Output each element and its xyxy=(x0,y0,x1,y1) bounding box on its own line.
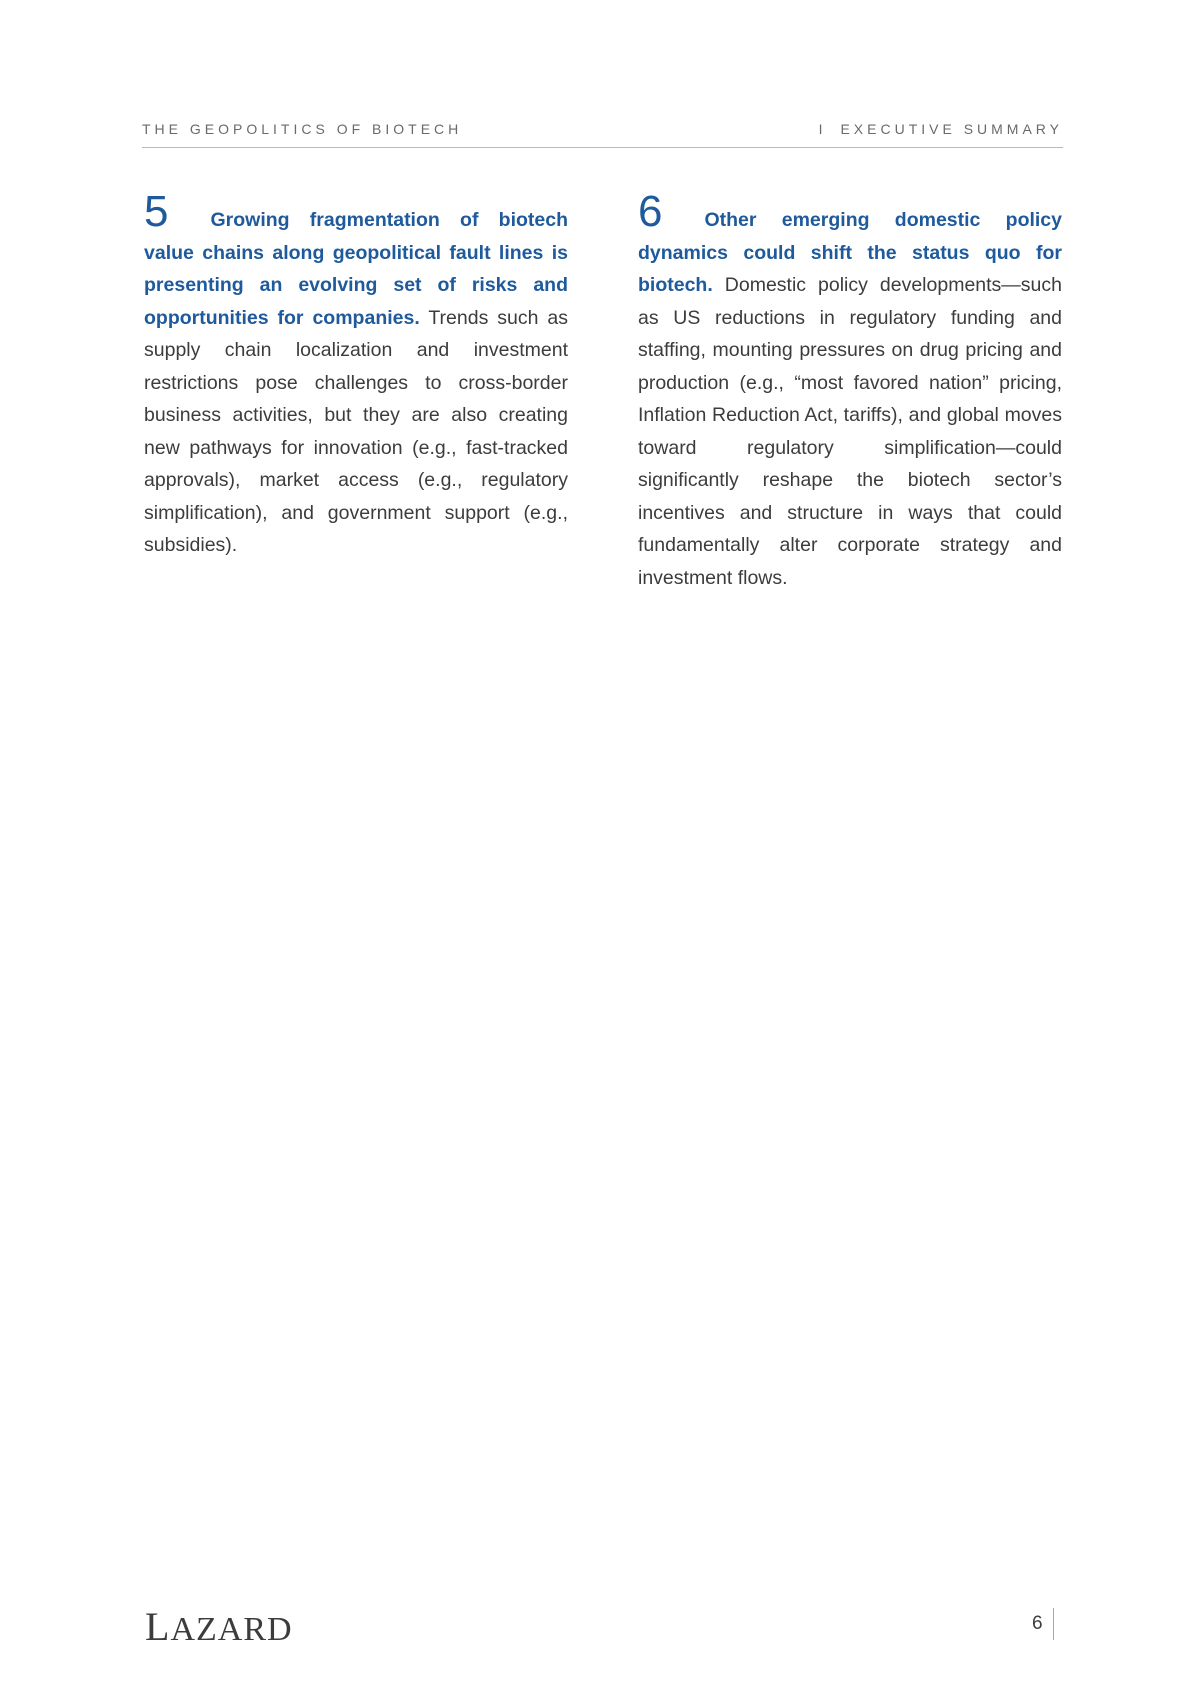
finding-lead: Growing fragmentation of biotech value chains along geopolitical fault lines is presenting an evolving set of risks and opportunities for companies. xyxy=(144,209,568,329)
header-separator: I xyxy=(818,121,827,137)
finding-number: 6 xyxy=(638,187,663,236)
section-header xyxy=(819,121,1063,137)
section-title: EXECUTIVE SUMMARY xyxy=(840,121,1063,137)
logo-initial: L xyxy=(145,1604,171,1649)
page-header xyxy=(142,119,1063,148)
finding-6 xyxy=(638,187,1062,594)
page-number: 6 xyxy=(1032,1608,1054,1640)
lazard-logo xyxy=(145,1603,293,1650)
finding-body: Domestic policy developments—such as US reductions in regulatory funding and staffing, mounting pressures on drug pricing and production (e.g., “most favored nation” pricing, Inflation Reduction Act, tariffs), and global moves toward regulatory simplification—could significantly reshape the biotech sector’s incentives and structure in ways that could fundamentally alter corporate strategy and investment flows. xyxy=(638,274,1062,589)
finding-5 xyxy=(144,187,568,562)
logo-rest: AZARD xyxy=(170,1611,293,1648)
finding-lead: Other emerging domestic policy dynamics could shift the status quo for biotech. xyxy=(638,209,1062,296)
document-title: THE GEOPOLITICS OF BIOTECH xyxy=(142,121,463,137)
finding-body: Trends such as supply chain localization and investment restrictions pose challenges to cross-border business activities, but they are also creating new pathways for innovation (e.g., fast-tracked approvals), market access (e.g., regulatory simplification), and government support (e.g., subsidies). xyxy=(144,306,568,556)
finding-number: 5 xyxy=(144,187,169,236)
